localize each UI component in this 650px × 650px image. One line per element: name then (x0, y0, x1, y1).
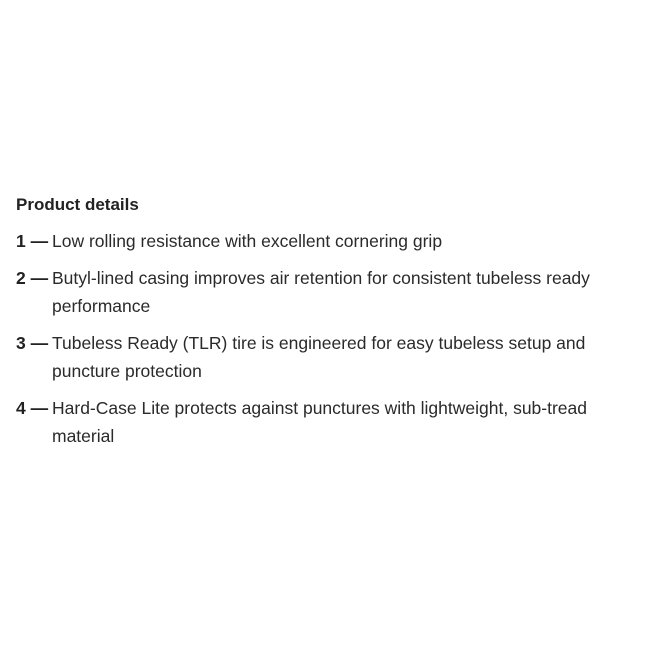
product-details-section (16, 194, 626, 459)
list-item-text: Butyl-lined casing improves air retention for consistent tubeless ready performance (52, 268, 590, 316)
list-item-number: 4 — (16, 398, 49, 418)
product-details-list (16, 227, 626, 450)
product-details-heading: Product details (16, 195, 139, 214)
list-item (16, 329, 626, 385)
list-item-number: 1 — (16, 231, 49, 251)
list-item (16, 227, 626, 255)
list-item-number: 3 — (16, 333, 49, 353)
list-item-text: Low rolling resistance with excellent cornering grip (52, 231, 443, 251)
list-item-text: Tubeless Ready (TLR) tire is engineered for easy tubeless setup and puncture protection (52, 333, 586, 381)
list-item (16, 264, 626, 320)
list-item-number: 2 — (16, 268, 49, 288)
list-item (16, 394, 626, 450)
list-item-text: Hard-Case Lite protects against punctures with lightweight, sub-tread material (52, 398, 587, 446)
